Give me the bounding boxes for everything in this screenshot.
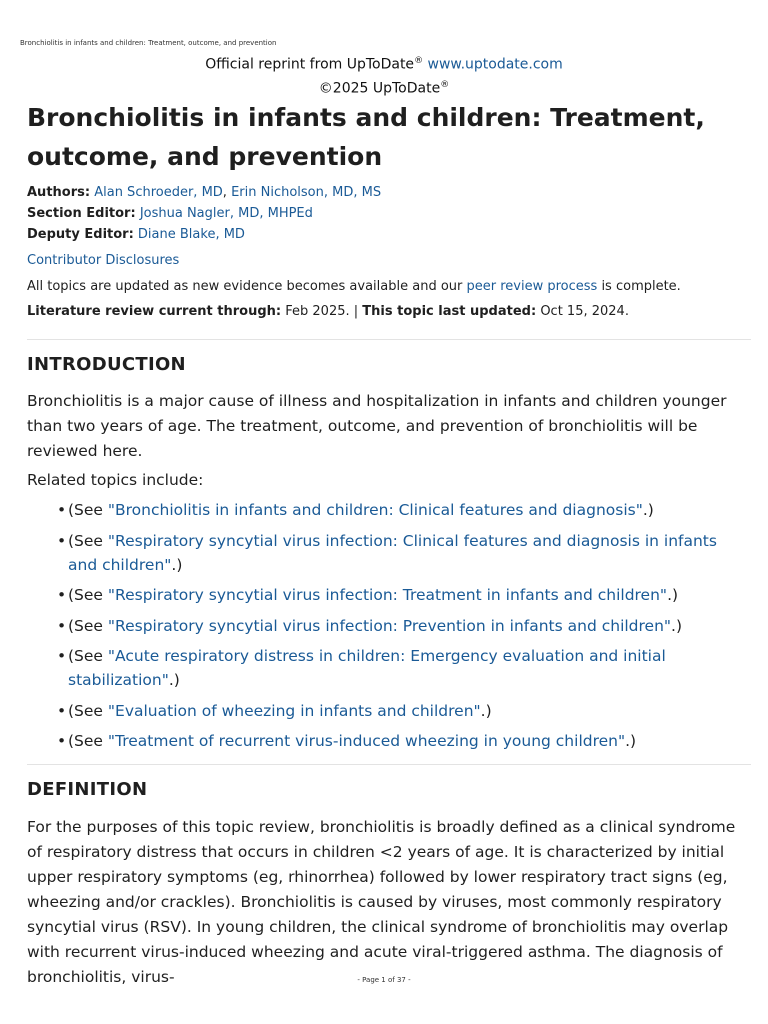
see-prefix: (See — [68, 531, 108, 550]
page-footer: - Page 1 of 37 - — [357, 976, 411, 984]
reprint-line-2 — [0, 75, 768, 99]
reprint-text: Official reprint from UpToDate — [205, 56, 415, 73]
see-suffix: .) — [168, 671, 180, 689]
related-topic-link[interactable]: "Respiratory syncytial virus infection: Treatment in infants and children" — [107, 586, 668, 604]
section-editor-link[interactable]: Joshua Nagler, MD, MHPEd — [139, 206, 313, 221]
bullet: • — [57, 586, 67, 604]
introduction-paragraph: Bronchiolitis is a major cause of illness and hospitalization in infants and children younger than two years of age. The treatment, outcome, and prevention of bronchiolitis will be reviewed here. — [27, 392, 727, 460]
related-topic-link[interactable]: "Treatment of recurrent virus-induced wheezing in young children" — [107, 732, 626, 750]
update-note-end: is complete. — [597, 279, 681, 294]
deputy-editor-line — [27, 224, 751, 245]
uptodate-link[interactable]: www.uptodate.com — [427, 56, 563, 73]
list-item — [27, 699, 751, 723]
bullet: • — [57, 647, 67, 665]
reprint-line-1 — [0, 51, 768, 75]
list-item — [27, 729, 751, 753]
see-suffix: .) — [480, 701, 492, 720]
list-item — [27, 529, 751, 577]
list-item — [27, 498, 751, 522]
page-title: Bronchiolitis in infants and children: Treatment, outcome, and prevention — [27, 103, 705, 171]
related-topic-link[interactable]: "Acute respiratory distress in children: Emergency evaluation and initial stabilization" — [68, 647, 666, 689]
last-updated-value: Oct 15, 2024. — [540, 304, 629, 319]
literature-value: Feb 2025. — [285, 304, 350, 319]
literature-divider: | — [353, 304, 359, 319]
related-topics-intro: Related topics include: — [27, 471, 204, 489]
deputy-editor-link[interactable]: Diane Blake, MD — [137, 227, 245, 242]
author-link[interactable]: Erin Nicholson, MD, MS — [231, 185, 382, 200]
contributor-disclosures-link[interactable]: Contributor Disclosures — [27, 253, 180, 268]
see-prefix: (See — [68, 501, 108, 519]
registered-mark: ® — [414, 56, 424, 66]
copyright-text: ©2025 UpToDate — [318, 80, 441, 97]
see-prefix: (See — [68, 701, 108, 720]
list-item — [27, 583, 751, 607]
related-topics-list — [27, 498, 751, 753]
literature-review — [27, 301, 751, 322]
peer-review-link[interactable]: peer review process — [466, 279, 598, 294]
bullet: • — [57, 701, 67, 720]
see-prefix: (See — [68, 647, 108, 665]
article — [27, 98, 751, 990]
bullet: • — [57, 501, 67, 519]
update-note-text: All topics are updated as new evidence becomes available and our — [27, 279, 467, 294]
section-editor-line — [27, 203, 751, 224]
literature-label: Literature review current through: — [27, 304, 282, 319]
definition-heading: DEFINITION — [27, 779, 148, 800]
see-prefix: (See — [68, 586, 108, 604]
related-topic-link[interactable]: "Respiratory syncytial virus infection: Clinical features and diagnosis in infants and children" — [68, 531, 717, 574]
registered-mark-2: ® — [440, 79, 450, 90]
see-suffix: .) — [171, 555, 183, 574]
see-suffix: .) — [642, 501, 654, 519]
author-link[interactable]: Alan Schroeder, MD — [94, 185, 223, 200]
related-topic-link[interactable]: "Evaluation of wheezing in infants and children" — [107, 701, 481, 720]
bullet: • — [57, 531, 67, 550]
introduction-heading: INTRODUCTION — [27, 354, 186, 375]
section-divider — [27, 339, 751, 340]
related-topic-link[interactable]: "Respiratory syncytial virus infection: Prevention in infants and children" — [107, 616, 672, 635]
running-head: Bronchiolitis in infants and children: Treatment, outcome, and prevention — [20, 39, 277, 47]
see-suffix: .) — [667, 586, 679, 604]
bullet: • — [57, 732, 67, 750]
section-editor-label: Section Editor: — [27, 206, 136, 221]
see-suffix: .) — [671, 616, 683, 635]
see-prefix: (See — [68, 732, 108, 750]
bullet: • — [57, 616, 67, 635]
contributor-disclosures-row — [27, 250, 751, 271]
list-item — [27, 614, 751, 638]
see-prefix: (See — [68, 616, 108, 635]
definition-paragraph: For the purposes of this topic review, bronchiolitis is broadly defined as a clinical syndrome of respiratory distress that occurs in children <2 years of age. It is characterized by initial upper respiratory symptoms (eg, rhinorrhea) followed by lower respiratory tract signs (eg, wheezing and/or crackles). Bronchiolitis is caused by viruses, most commonly respiratory syncytial virus (RSV). In young children, the clinical syndrome of bronchiolitis may overlap with recurrent virus-induced wheezing and acute viral-triggered asthma. The diagnosis of bronchiolitis, virus- — [27, 818, 736, 986]
update-note — [27, 276, 751, 297]
last-updated-label: This topic last updated: — [362, 304, 537, 319]
deputy-editor-label: Deputy Editor: — [27, 227, 134, 242]
related-topic-link[interactable]: "Bronchiolitis in infants and children: Clinical features and diagnosis" — [107, 501, 643, 519]
list-item — [27, 644, 751, 692]
authors-line: Authors: Alan Schroeder, MD, Erin Nicholson, MD, MS — [27, 185, 382, 200]
section-divider — [27, 764, 751, 765]
byline — [27, 182, 751, 245]
reprint-notice — [0, 51, 768, 98]
authors-label: Authors: — [27, 185, 91, 200]
see-suffix: .) — [625, 732, 637, 750]
